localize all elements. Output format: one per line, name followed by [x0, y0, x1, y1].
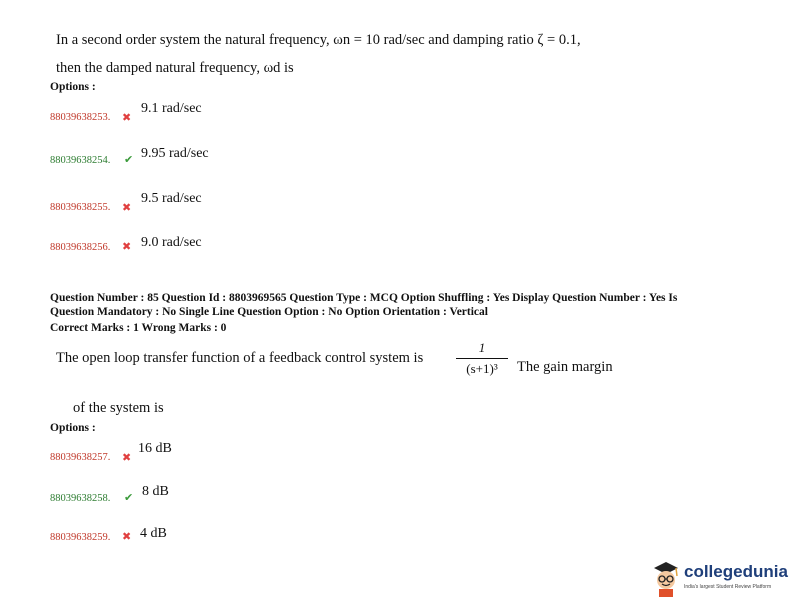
correct-check-icon: ✔ [124, 154, 134, 166]
q1-text-line2: then the damped natural frequency, ωd is [56, 60, 294, 76]
option-value: 9.1 rad/sec [141, 101, 202, 116]
q1-text-line1: In a second order system the natural frequency, ωn = 10 rad/sec and damping ratio ζ = 0.1, [56, 32, 581, 48]
graduate-mascot-icon [650, 558, 682, 598]
fraction-bar [456, 358, 508, 359]
wrong-mark-icon: ✖ [122, 112, 132, 124]
option-id: 88039638253. [50, 112, 111, 123]
option-value: 9.5 rad/sec [141, 191, 202, 206]
q2-meta-line1: Question Number : 85 Question Id : 8803969565 Question Type : MCQ Option Shuffling : Yes Display Question Number : Yes Is [50, 292, 678, 304]
q2-options-label: Options : [50, 422, 96, 434]
fraction-denominator: (s+1)³ [466, 361, 498, 376]
logo-name: collegedunia [684, 562, 788, 581]
transfer-function-fraction [456, 340, 508, 377]
fraction-numerator: 1 [478, 340, 486, 355]
q2-marks-line: Correct Marks : 1 Wrong Marks : 0 [50, 322, 227, 334]
option-value: 8 dB [142, 484, 169, 499]
q2-text-line2: of the system is [73, 400, 164, 416]
option-value: 9.0 rad/sec [141, 235, 202, 250]
option-value: 4 dB [140, 526, 167, 541]
option-id: 88039638254. [50, 155, 111, 166]
option-id: 88039638257. [50, 452, 111, 463]
wrong-mark-icon: ✖ [122, 452, 132, 464]
wrong-mark-icon: ✖ [122, 531, 132, 543]
wrong-mark-icon: ✖ [122, 241, 132, 253]
collegedunia-logo [650, 556, 790, 602]
option-id: 88039638256. [50, 242, 111, 253]
q2-text-before: The open loop transfer function of a feedback control system is [56, 350, 424, 366]
option-value: 9.95 rad/sec [141, 146, 209, 161]
q2-meta-line2: Question Mandatory : No Single Line Question Option : No Option Orientation : Vertical [50, 306, 488, 318]
option-id: 88039638258. [50, 493, 111, 504]
option-value: 16 dB [138, 441, 172, 456]
option-id: 88039638255. [50, 202, 111, 213]
q1-options-label: Options : [50, 81, 96, 93]
wrong-mark-icon: ✖ [122, 202, 132, 214]
option-id: 88039638259. [50, 532, 111, 543]
logo-tagline: India's largest Student Review Platform [684, 584, 772, 590]
q2-text-after: The gain margin [517, 359, 613, 375]
correct-check-icon: ✔ [124, 492, 134, 504]
